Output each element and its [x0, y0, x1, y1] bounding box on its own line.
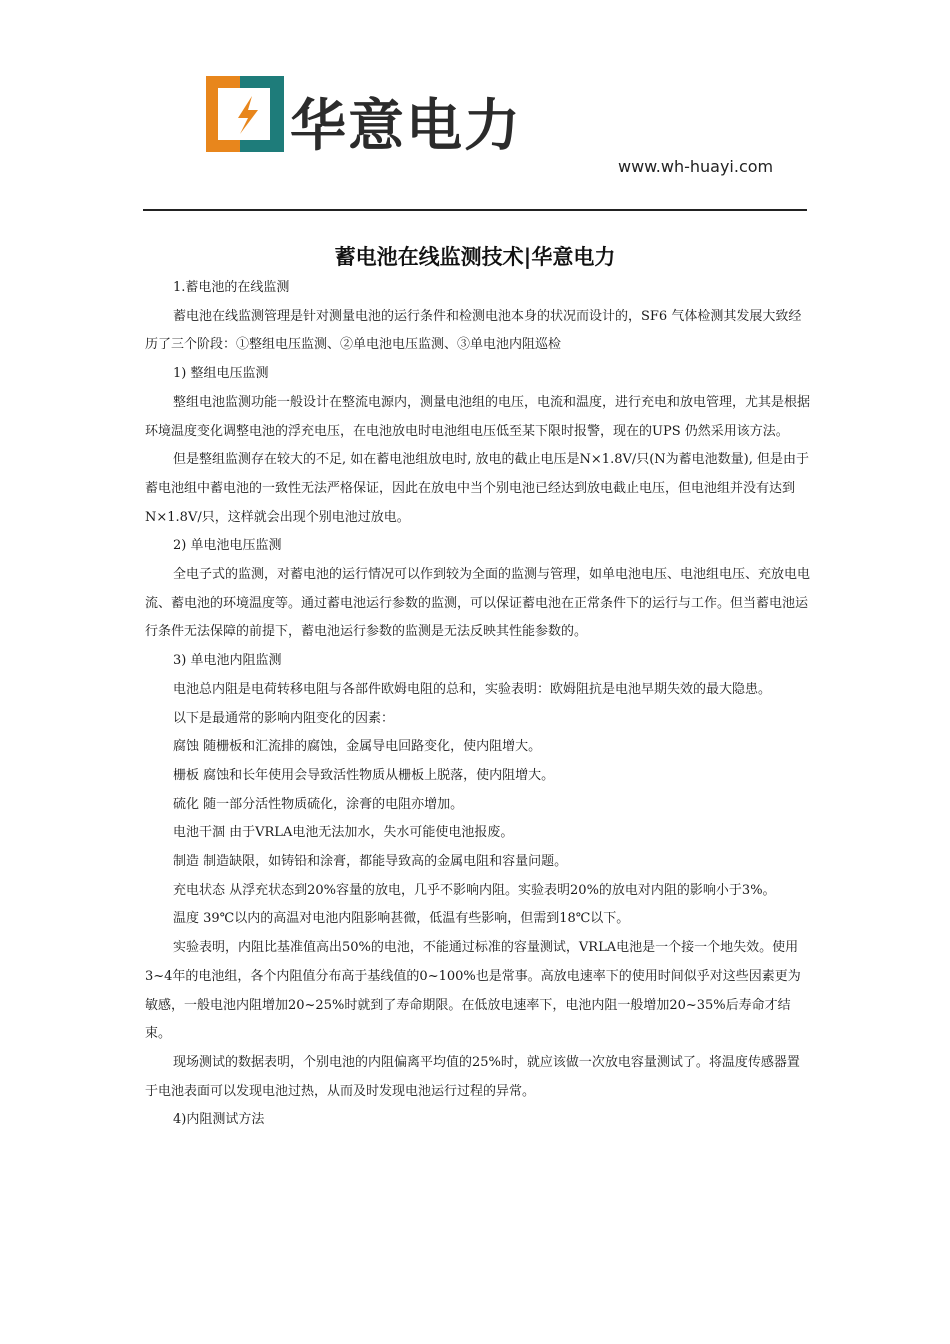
paragraph: 实验表明，内阻比基准值高出50%的电池，不能通过标准的容量测试，VRLA电池是一个接一个地失效。使用3~4年的电池组，各个内阻值分布高于基线值的0~100%也是常事。高放电速率下的使用时间似乎对这些因素更为敏感，一般电池内阻增加20~25%时就到了寿命期限。在低放电速率下，电池内阻一般增加20~35%后寿命才结束。 — [145, 940, 801, 1042]
paragraph: 以下是最通常的影响内阻变化的因素： — [173, 710, 395, 726]
header-divider — [143, 209, 807, 211]
factor-item: 制造 制造缺限，如铸铅和涂膏，都能导致高的金属电阻和容量问题。 — [173, 854, 568, 870]
paragraph: 全电子式的监测，对蓄电池的运行情况可以作到较为全面的监测与管理，如单电池电压、电池组电压、充放电电流、蓄电池的环境温度等。通过蓄电池运行参数的监测，可以保证蓄电池在正常条件下的运行与工作。但当蓄电池运行条件无法保障的前提下，蓄电池运行参数的监测是无法反映其性能参数的。 — [145, 567, 811, 640]
paragraph: 但是整组监测存在较大的不足, 如在蓄电池组放电时, 放电的截止电压是N×1.8V/只(N为蓄电池数量), 但是由于蓄电池组中蓄电池的一致性无法严格保证，因此在放电中当个别电池已经达到放电截止电压，但电池组并没有达到N×1.8V/只，这样就会出现个别电池过放电。 — [145, 452, 810, 525]
document-title: 蓄电池在线监测技术|华意电力 — [334, 245, 616, 269]
document-body — [145, 274, 810, 1135]
paragraph: 蓄电池在线监测管理是针对测量电池的运行条件和检测电池本身的状况而设计的，SF6 气体检测其发展大致经历了三个阶段：①整组电压监测、②单电池电压监测、③单电池内阻巡检 — [145, 308, 802, 353]
factor-item: 充电状态 从浮充状态到20%容量的放电，几乎不影响内阻。实验表明20%的放电对内阻的影响小于3%。 — [173, 882, 776, 898]
section-heading: 1.蓄电池的在线监测 — [173, 280, 290, 295]
subsection-heading: 2) 单电池电压监测 — [173, 538, 282, 554]
factor-item: 腐蚀 随栅板和汇流排的腐蚀，金属导电回路变化，使内阻增大。 — [173, 739, 542, 755]
factor-item: 温度 39℃以内的高温对电池内阻影响甚微，低温有些影响，但需到18℃以下。 — [173, 911, 630, 927]
website-url[interactable]: www.wh-huayi.com — [618, 157, 774, 176]
subsection-heading: 4)内阻测试方法 — [173, 1112, 265, 1128]
paragraph: 电池总内阻是电荷转移电阻与各部件欧姆电阻的总和，实验表明：欧姆阻抗是电池早期失效的最大隐患。 — [173, 681, 772, 697]
subsection-heading: 1) 整组电压监测 — [173, 366, 269, 382]
subsection-heading: 3) 单电池内阻监测 — [173, 653, 282, 669]
factor-item: 电池干涸 由于VRLA电池无法加水，失水可能使电池报废。 — [173, 825, 514, 841]
company-logo-text: 华意电力 — [290, 94, 522, 159]
paragraph: 整组电池监测功能一般设计在整流电源内，测量电池组的电压，电流和温度，进行充电和放电管理，尤其是根据环境温度变化调整电池的浮充电压，在电池放电时电池组电压低至某下限时报警，现在的UPS 仍然采用该方法。 — [145, 394, 811, 439]
paragraph: 现场测试的数据表明，个别电池的内阻偏离平均值的25%时，就应该做一次放电容量测试了。将温度传感器置于电池表面可以发现电池过热，从而及时发现电池运行过程的异常。 — [145, 1054, 800, 1099]
factor-item: 栅板 腐蚀和长年使用会导致活性物质从栅板上脱落，使内阻增大。 — [173, 767, 555, 783]
factor-item: 硫化 随一部分活性物质硫化，涂膏的电阻亦增加。 — [173, 796, 464, 812]
